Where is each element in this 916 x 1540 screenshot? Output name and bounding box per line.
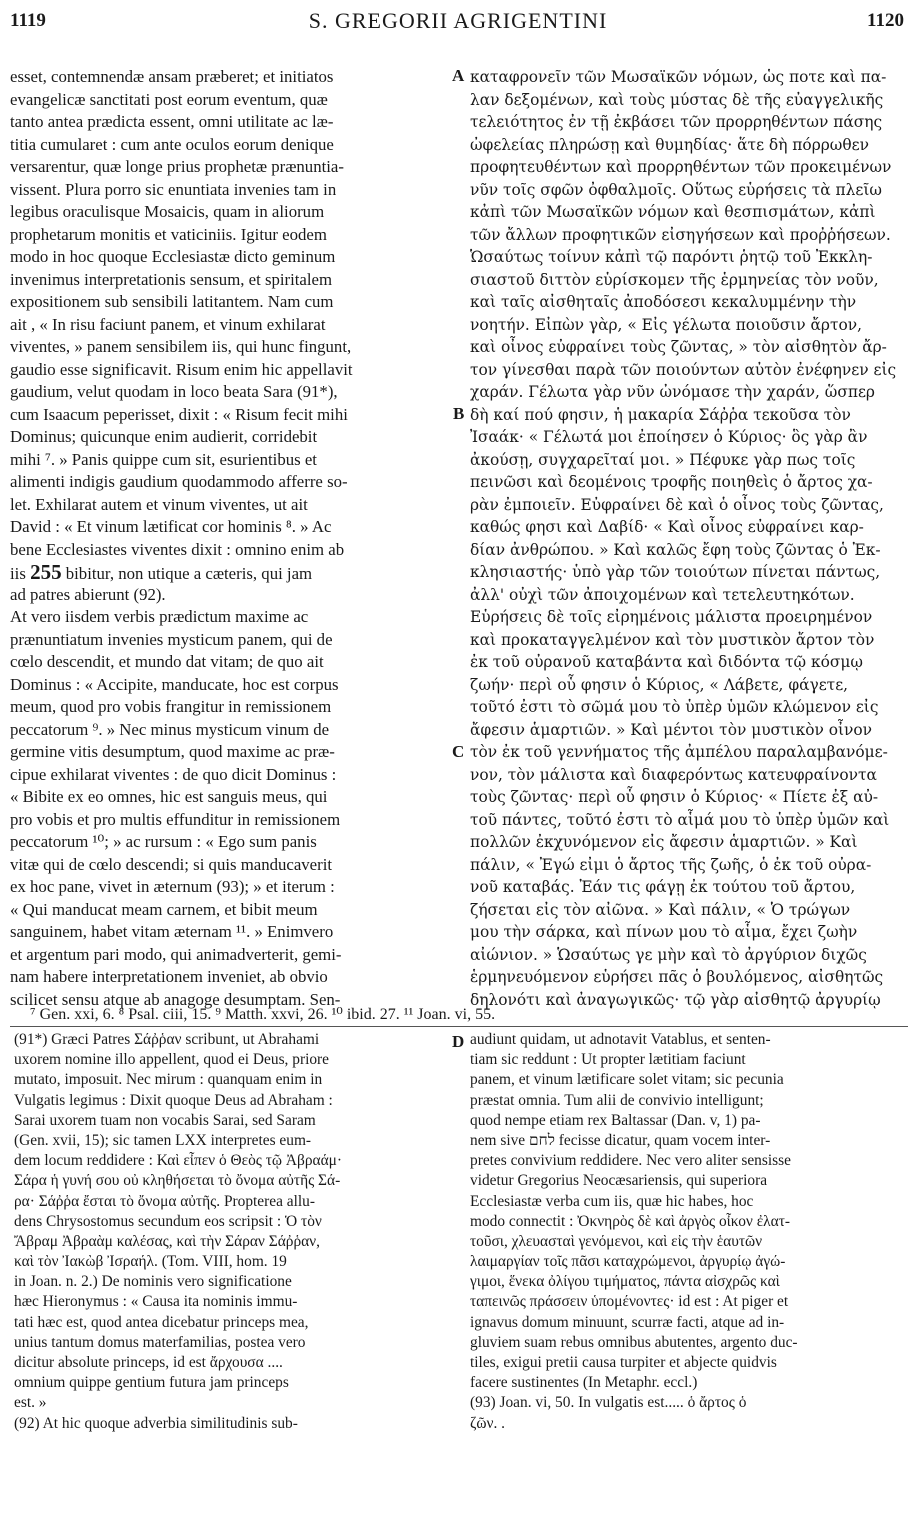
footnote-line: nem sive לחם fecisse dicatur, quam vocem inter-: [470, 1131, 771, 1149]
footnote-line: gluviem suam rebus omnibus abutentes, argento duc-: [470, 1333, 798, 1351]
latin-text-line: iis 255 bibitur, non utique a cæteris, qui jam: [10, 560, 313, 584]
latin-text-line: vitæ qui de cœlo descendi; si quis manducaverit: [10, 854, 333, 874]
latin-text-line: meum, quod pro vobis frangitur in remissionem: [10, 697, 332, 716]
latin-text-line: Dominus; quicunque enim audierit, corridebit: [10, 427, 318, 446]
footnote-line: videtur Gregorius Neocæsariensis, qui superiora: [470, 1172, 768, 1190]
footnote-line: est. »: [14, 1394, 47, 1412]
latin-text-line: prophetarum monitis et vaticiniis. Igitur eodem: [10, 224, 327, 244]
latin-text-line: viventes, » panem sensibilem iis, qui hunc fingunt,: [10, 337, 352, 356]
greek-text-line: νον, τὸν μάλιστα καὶ διαφερόντως κατευφραίνοντα: [470, 765, 877, 784]
greek-text-line: τελειότητος ἐν τῇ ἐκβάσει τῶν προρρηθέντων πάσης: [470, 113, 883, 131]
greek-text-line: μου τὴν σάρκα, καὶ πίνων μου τὸ αἷμα, ἔχει ζωὴν: [470, 923, 858, 941]
footnote-divider: [10, 1026, 908, 1027]
greek-text-line: τοὺς ζῶντας· περὶ οὗ φησιν ὁ Κύριος· « Πίετε ἐξ αὐ-: [470, 788, 879, 806]
greek-text-line: τὸν ἐκ τοῦ γεννήματος τῆς ἀμπέλου παραλαμβανόμε-: [470, 743, 888, 761]
footnote-line: audiunt quidam, ut adnotavit Vatablus, et senten-: [470, 1031, 771, 1048]
footnote-line: (92) At hic quoque adverbia similitudinis sub-: [14, 1414, 298, 1432]
greek-text-line: τον γίνεσθαι παρὰ τῶν ποιούντων αὐτὸν ἐνέφηνεν εἰς: [470, 360, 897, 379]
greek-text-line: καθώς φησι καὶ Δαβίδ· « Καὶ οἶνος εὐφραίνει καρ-: [470, 518, 864, 536]
footnote-line: λαιμαργίαν τοῖς πᾶσι καταχρώμενοι, ἀργυρίῳ ἀγώ-: [470, 1253, 786, 1271]
latin-text-line: gaudio esse significavit. Risum enim hic appellavit: [10, 359, 353, 379]
footnote-line: unius tantum domus materfamilias, postea vero: [14, 1333, 306, 1351]
latin-text-line: David : « Et vinum lætificat cor hominis ⁸. » Ac: [10, 517, 332, 536]
greek-text-line: σιαστοῦ διττὸν εὑρίσκομεν τῆς ἑρμηνείας τὸν νοῦν,: [470, 270, 879, 289]
greek-text-line: νοητήν. Εἰπὼν γὰρ, « Εἰς γέλωτα ποιοῦσιν ἄρτον,: [470, 315, 862, 334]
greek-text-line: ὠφελείας πληρώσῃ καὶ θυμηδίας· ἅτε δὴ πόρρωθεν: [470, 135, 869, 154]
greek-text-line: ἑρμηνευόμενον εὑρήσει πᾶς ὁ βουλόμενος, αἰσθητῶς: [470, 968, 884, 986]
latin-column: [10, 66, 458, 1011]
footnote-line: quod nempe etiam rex Baltassar (Dan. v, 1) pa-: [470, 1111, 761, 1129]
latin-text-line: let. Exhilarat autem et vinum viventes, ut ait: [10, 494, 308, 514]
margin-letter-c: C: [452, 742, 465, 761]
greek-text-line: ἀκούσῃ, συγχαρεῖταί μοι. » Πέφυκε γὰρ πως τοῖς: [470, 450, 856, 469]
latin-text-line: cœlo descendit, et mundo dat vitam; de quo ait: [10, 652, 324, 671]
footnote-line: Sarai uxorem tuam non vocabis Sarai, sed Saram: [14, 1111, 316, 1129]
greek-text-line: πολλῶν ἐκχυνόμενον εἰς ἄφεσιν ἁμαρτιῶν. » Καὶ: [470, 833, 858, 851]
footnotes-right-column: [470, 1030, 910, 1434]
footnote-line: ρα· Σάῤῥα ἔσται τὸ ὄνομα αὐτῆς. Propterea allu-: [14, 1192, 315, 1210]
latin-text-line: expositionem sub sensibili latitantem. Nam cum: [10, 292, 334, 311]
latin-text-line: esset, contemnendæ ansam præberet; et initiatos: [10, 67, 334, 86]
greek-text-line: ἐκ τοῦ οὐρανοῦ καταβάντα καὶ διδόντα τῷ κόσμῳ: [470, 653, 863, 671]
scripture-references: ⁷ Gen. xxi, 6. ⁸ Psal. ciii, 15. ⁹ Matth. xxvi, 26. ¹⁰ ibid. 27. ¹¹ Joan. vi, 55.: [30, 1006, 496, 1023]
page-header: [0, 8, 916, 42]
greek-column: [470, 66, 910, 1011]
latin-text-line: peccatorum ⁹. » Nec minus mysticum vinum de: [10, 719, 330, 739]
footnote-line: omnium quippe gentium futura jam princeps: [14, 1374, 289, 1392]
footnote-line: Ἄβραμ Ἀβραὰμ καλέσας, καὶ τὴν Σάραν Σάῤῥαν,: [14, 1232, 320, 1250]
greek-text-line: λαν δεξομένων, καὶ τοὺς μύστας δὲ τῆς εὐαγγελικῆς: [470, 90, 884, 109]
margin-letter-a: A: [452, 66, 465, 85]
footnote-line: τοῦσι, χλευασταὶ γενόμενοι, καὶ εἰς τὴν ἑαυτῶν: [470, 1232, 763, 1250]
greek-text-line: Ὡσαύτως τοίνυν κἀπὶ τῷ παρόντι ῥητῷ τοῦ Ἐκκλη-: [470, 248, 873, 266]
footnote-line: modo connectit : Ὀκνηρὸς δὲ καὶ ἀργὸς οἶκον ἐλατ-: [470, 1212, 791, 1230]
greek-text-line: κἀπὶ τῶν Μωσαϊκῶν νόμων καὶ θεσπισμάτων, κἀπὶ: [470, 203, 876, 221]
latin-text-line: mihi ⁷. » Panis quippe cum sit, esurientibus et: [10, 449, 317, 469]
latin-text-line: « Qui manducat meam carnem, et bibit meum: [10, 899, 318, 919]
margin-letter-d: D: [452, 1032, 465, 1051]
latin-text-line: pro vobis et pro multis effunditur in remissionem: [10, 809, 341, 829]
latin-text-line: vissent. Plura porro sic enuntiata invenies tam in: [10, 179, 337, 199]
greek-text-line: νῦν τοῖς σφῶν ὀφθαλμοῖς. Οὕτως εὑρήσεις τὰ πλεῖω: [470, 180, 882, 199]
greek-text-line: χαράν. Γέλωτα γὰρ νῦν ὠνόμασε τὴν χαράν, ὥσπερ: [470, 383, 875, 401]
greek-text-line: καταφρονεῖν τῶν Μωσαϊκῶν νόμων, ὡς ποτε καὶ πα-: [470, 68, 887, 86]
latin-text-line: peccatorum ¹⁰; » ac rursum : « Ego sum panis: [10, 832, 317, 851]
latin-text-line: nam habere interpretationem inveniet, ab obvio: [10, 967, 328, 986]
greek-text-line: τοῦ πάντες, τοῦτό ἐστι τὸ αἷμά μου τὸ ὑπὲρ ὑμῶν καὶ: [470, 810, 890, 829]
footnote-line: præstat omnia. Tum alii de convivio intelligunt;: [470, 1091, 764, 1109]
latin-text-line: Dominus : « Accipite, manducate, hoc est corpus: [10, 674, 339, 694]
greek-text-line: Ἰσαάκ· « Γέλωτά μοι ἐποίησεν ὁ Κύριος· ὃς γὰρ ἂν: [470, 428, 868, 446]
page-number-right: 1120: [867, 10, 904, 31]
latin-text-line: evangelicæ sanctitati post eorum eventum, quæ: [10, 89, 328, 109]
latin-text-line: germine vitis desumptum, quod maxime ac præ-: [10, 742, 335, 761]
greek-text-line: νοῦ καταβάς. Ἐάν τις φάγῃ ἐκ τούτου τοῦ ἄρτου,: [470, 878, 856, 896]
footnote-line: pretes convivium reddidere. Nec vero aliter sensisse: [470, 1152, 791, 1170]
footnote-line: panem, et vinum lætificare solet vitam; sic pecunia: [470, 1071, 784, 1089]
latin-text-line: et argentum pari modo, qui animadverterit, gemi-: [10, 944, 342, 964]
latin-text-line: alimenti indigis gaudium quodammodo afferre so-: [10, 472, 348, 491]
latin-text-line: versarentur, quæ longe prius prophetæ prænuntia-: [10, 157, 344, 176]
latin-text-line: invenimus interpretationis sensum, et spiritalem: [10, 269, 333, 289]
footnote-line: tiles, exigui pretii causa turpiter et abjecte quidvis: [470, 1354, 777, 1371]
footnote-line: facere sustinentes (In Metaphr. eccl.): [470, 1374, 698, 1392]
footnote-line: ignavus domum minuunt, scurræ facti, atque ad in-: [470, 1313, 785, 1331]
footnote-line: mutato, imposuit. Nec mirum : quanquam enim in: [14, 1071, 323, 1089]
greek-text-line: τοῦτό ἐστι τὸ σῶμά μου τὸ ὑπὲρ ὑμῶν κλώμενον εἰς: [470, 698, 879, 716]
greek-text-line: ρὰν ἐμποιεῖν. Εὐφραίνει δὲ καὶ ὁ οἶνος τοὺς ζῶντας,: [470, 495, 884, 514]
latin-text-line: modo in hoc quoque Ecclesiastæ dicto geminum: [10, 247, 336, 266]
footnote-line: Vulgatis legimus : Dixit quoque Deus ad Abraham :: [14, 1091, 333, 1109]
greek-text-line: προφητευθέντων καὶ προρρηθέντων τῶν προκειμένων: [470, 158, 892, 176]
latin-text-line: « Bibite ex eo omnes, hic est sanguis meus, qui: [10, 787, 328, 806]
footnote-line: hæc Hieronymus : « Causa ita nominis immu-: [14, 1293, 298, 1311]
footnote-line: καὶ τὸν Ἰακὼβ Ἰσραήλ. (Tom. VIII, hom. 19: [14, 1253, 287, 1271]
footnote-line: Σάρα ἡ γυνή σου οὐ κληθήσεται τὸ ὄνομα αὐτῆς Σά-: [14, 1172, 341, 1190]
footnote-line: dem locum reddidere : Καὶ εἶπεν ὁ Θεὸς τῷ Ἀβραάμ·: [14, 1152, 343, 1170]
latin-text-line: sanguinem, habet vitam æternam ¹¹. » Enimvero: [10, 922, 334, 941]
latin-text-line: scilicet sensu atque ab anagoge desumptam. Sen-: [10, 989, 341, 1009]
greek-text-line: δὴ καί πού φησιν, ἡ μακαρία Σάῤῥα τεκοῦσα τὸν: [470, 405, 851, 424]
greek-text-line: πεινῶσι καὶ δεομένοις τροφῆς ποιηθεὶς ὁ ἄρτος χα-: [470, 473, 873, 491]
greek-text-line: τῶν ἄλλων προφητικῶν εἰσηγήσεων καὶ προῤῥήσεων.: [470, 225, 891, 244]
greek-text-line: καὶ ταῖς αἰσθηταῖς ἀποδόσεσι κεκαλυμμένην τὴν: [470, 293, 857, 311]
footnotes-left-column: [14, 1030, 454, 1434]
latin-text-line: legibus oraculisque Mosaicis, quam in aliorum: [10, 202, 325, 221]
footnote-line: tati hæc est, quod antea dicebatur princeps mea,: [14, 1313, 309, 1331]
latin-text-line: tanto antea prædicta essent, omni utilitate ac læ-: [10, 112, 334, 131]
greek-text-line: Εὑρήσεις δὲ τοῖς εἰρημένοις μάλιστα προειρημένον: [470, 608, 873, 626]
footnote-line: dicitur absolute princeps, id est ἄρχουσα ....: [14, 1354, 283, 1371]
latin-text-line: cipue exhilarat viventes : de quo dicit Dominus :: [10, 764, 337, 784]
greek-text-line: ἀλλ' οὐχὶ τῶν ἀποιχομένων καὶ τετελευτηκότων.: [470, 585, 855, 604]
page-number-left: 1119: [10, 10, 46, 31]
footnote-line: in Joan. n. 2.) De nominis vero significatione: [14, 1273, 292, 1291]
latin-text-line: ait , « In risu faciunt panem, et vinum exhilarat: [10, 314, 326, 334]
margin-letter-b: B: [453, 404, 465, 423]
footnote-line: (Gen. xvii, 15); sic tamen LXX interpretes eum-: [14, 1131, 312, 1149]
latin-text-line: prænuntiatum invenies mysticum panem, qui de: [10, 629, 333, 649]
footnote-line: (91*) Græci Patres Σάῤῥαν scribunt, ut Abrahami: [14, 1031, 320, 1048]
latin-text-line: ad patres abierunt (92).: [10, 584, 166, 604]
latin-text-line: bene Ecclesiastes viventes dixit : omnino enim ab: [10, 539, 345, 559]
footnote-line: Ecclesiastæ verba cum iis, quæ hic habes, hoc: [470, 1192, 754, 1210]
latin-text-line: titia cumularet : cum ante oculos eorum denique: [10, 134, 334, 154]
latin-text-line: At vero iisdem verbis prædictum maxime ac: [10, 607, 309, 626]
latin-text-line: ex hoc pane, vivet in æternum (93); » et iterum :: [10, 877, 335, 896]
footnote-line: γιμοι, ἕνεκα ὀλίγου τιμήματος, πάντα αἰσχρῶς καὶ: [470, 1273, 780, 1291]
column-number: 255: [30, 560, 62, 584]
greek-text-line: δίαν ἀνθρώπου. » Καὶ καλῶς ἔφη τοὺς ζῶντας ὁ Ἐκ-: [470, 540, 881, 559]
latin-text-line: cum Isaacum peperisset, dixit : « Risum fecit mihi: [10, 404, 348, 424]
footnote-line: tiam sic reddunt : Ut propter lætitiam faciunt: [470, 1051, 746, 1069]
greek-text-line: κλησιαστής· ὑπὸ γὰρ τῶν τοιούτων πίνεται πάντως,: [470, 563, 881, 581]
greek-text-line: καὶ προκαταγγελμένον καὶ τὸν μυστικὸν ἄρτον τὸν: [470, 630, 875, 649]
footnote-line: uxorem nomine illo appellent, quod ei Deus, priore: [14, 1051, 330, 1069]
latin-text-line: gaudium, velut quodam in loco beata Sara (91*),: [10, 382, 338, 401]
footnote-line: ταπεινῶς πράσσειν ὑπομένοντες· id est : At piger et: [470, 1293, 789, 1311]
footnote-line: ζῶν. .: [470, 1414, 506, 1432]
greek-text-line: ἄφεσιν ἁμαρτιῶν. » Καὶ μέντοι τὸν μυστικὸν οἶνον: [470, 720, 873, 739]
greek-text-line: ζήσεται εἰς τὸν αἰῶνα. » Καὶ πάλιν, « Ὁ τρώγων: [470, 900, 851, 919]
greek-text-line: αἰώνιον. » Ὡσαύτως γε μὴν καὶ τὸ ἀργύριον διχῶς: [470, 945, 867, 964]
footnote-line: dens Chrysostomus secundum eos scripsit : Ὁ τὸν: [14, 1212, 322, 1230]
running-title: S. GREGORII AGRIGENTINI: [308, 8, 608, 33]
footnote-line: (93) Joan. vi, 50. In vulgatis est..... ὁ ἄρτος ὁ: [470, 1394, 747, 1412]
greek-text-line: πάλιν, « Ἐγώ εἰμι ὁ ἄρτος τῆς ζωῆς, ὁ ἐκ τοῦ οὐρα-: [470, 855, 872, 874]
greek-text-line: δηλονότι καὶ ἀναγωγικῶς· τῷ γὰρ αἰσθητῷ ἀργυρίῳ: [470, 990, 881, 1009]
greek-text-line: καὶ οἶνος εὐφραίνει τοὺς ζῶντας, » τὸν αἰσθητὸν ἄρ-: [470, 338, 887, 356]
greek-text-line: ζωήν· περὶ οὗ φησιν ὁ Κύριος, « Λάβετε, φάγετε,: [470, 675, 849, 694]
